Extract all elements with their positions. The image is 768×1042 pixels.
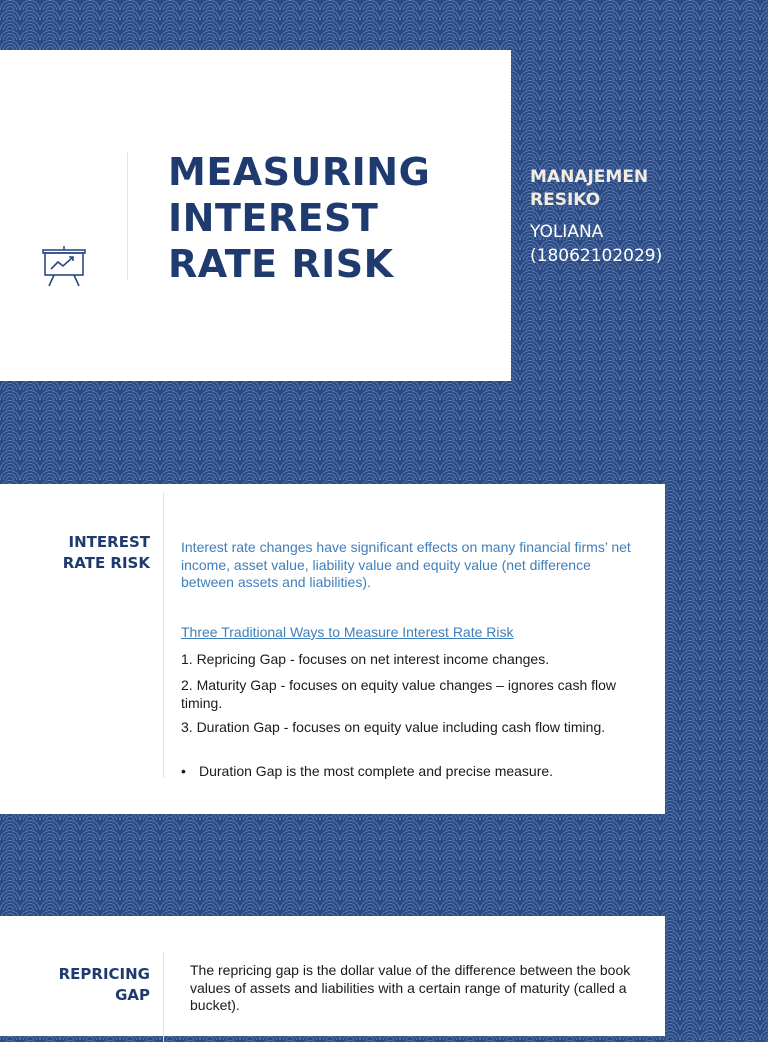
bullet-marker: •: [181, 763, 186, 779]
author-name: YOLIANA (18062102029): [530, 222, 663, 266]
section-title-repricing-gap: REPRICING GAP: [58, 965, 150, 1004]
repricing-paragraph: The repricing gap is the dollar value of the difference between the book values of assets and liabilities with a certain range of maturity (called a bucket).: [190, 962, 631, 1013]
title-slide: [0, 50, 511, 381]
list-item: 1. Repricing Gap - focuses on net interest income changes.: [181, 651, 550, 667]
ways-heading-link[interactable]: Three Traditional Ways to Measure Interest Rate Risk: [181, 624, 514, 640]
presentation-chart-icon: [40, 245, 88, 287]
slide-title: MEASURING INTEREST RATE RISK: [168, 150, 431, 286]
course-name: MANAJEMEN RESIKO: [530, 167, 649, 210]
section-divider: [163, 952, 164, 1042]
bullet-item: [181, 763, 553, 781]
title-divider: [127, 152, 128, 280]
list-item: 3. Duration Gap - focuses on equity value including cash flow timing.: [181, 719, 606, 735]
repricing-gap-slide: [0, 916, 665, 1036]
section-divider: [163, 492, 164, 778]
intro-paragraph: Interest rate changes have significant effects on many financial firms’ net income, asset value, liability value and equity value (net difference between assets and liabilities).: [181, 539, 631, 590]
bullet-text: Duration Gap is the most complete and precise measure.: [199, 763, 554, 779]
list-item: 2. Maturity Gap - focuses on equity value changes – ignores cash flow timing.: [181, 677, 617, 711]
interest-rate-risk-slide: [0, 484, 665, 814]
section-title-interest-rate-risk: INTEREST RATE RISK: [62, 533, 150, 572]
